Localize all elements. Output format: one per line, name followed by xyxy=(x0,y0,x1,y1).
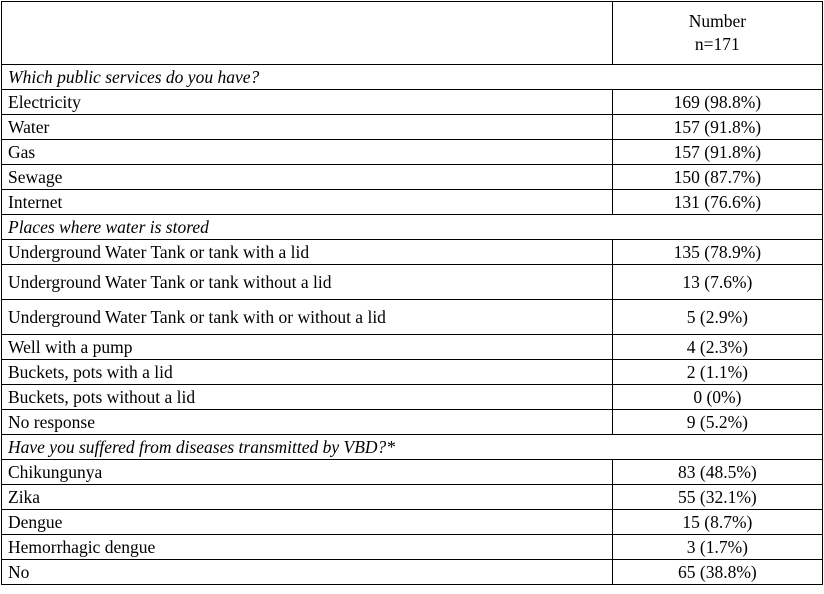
table-row xyxy=(2,165,823,190)
row-value: 150 (87.7%) xyxy=(612,165,822,190)
row-label: Buckets, pots with a lid xyxy=(2,360,613,385)
table-row xyxy=(2,560,823,585)
table-row xyxy=(2,140,823,165)
survey-table xyxy=(1,1,823,585)
row-label: Hemorrhagic dengue xyxy=(2,535,613,560)
table-row xyxy=(2,90,823,115)
row-value: 9 (5.2%) xyxy=(612,410,822,435)
table-row xyxy=(2,265,823,300)
row-label: Well with a pump xyxy=(2,335,613,360)
row-value: 13 (7.6%) xyxy=(612,265,822,300)
table-row xyxy=(2,410,823,435)
row-label: Chikungunya xyxy=(2,460,613,485)
section-header-row xyxy=(2,215,823,240)
row-value: 157 (91.8%) xyxy=(612,140,822,165)
row-label: No response xyxy=(2,410,613,435)
table-row xyxy=(2,190,823,215)
header-row xyxy=(2,2,823,65)
row-value: 15 (8.7%) xyxy=(612,510,822,535)
table-row xyxy=(2,335,823,360)
header-number-label: Number xyxy=(688,11,747,31)
row-label: Electricity xyxy=(2,90,613,115)
row-label: Underground Water Tank or tank with or without a lid xyxy=(2,300,613,335)
row-value: 5 (2.9%) xyxy=(612,300,822,335)
row-value: 135 (78.9%) xyxy=(612,240,822,265)
table-row xyxy=(2,385,823,410)
row-label: Internet xyxy=(2,190,613,215)
row-label: Gas xyxy=(2,140,613,165)
table-row xyxy=(2,115,823,140)
row-value: 65 (38.8%) xyxy=(612,560,822,585)
row-value: 0 (0%) xyxy=(612,385,822,410)
table-row xyxy=(2,485,823,510)
section-header-row xyxy=(2,435,823,460)
header-sample-size: n=171 xyxy=(694,34,740,54)
row-value: 169 (98.8%) xyxy=(612,90,822,115)
row-value: 55 (32.1%) xyxy=(612,485,822,510)
header-label-cell xyxy=(2,2,613,65)
table-row xyxy=(2,460,823,485)
row-value: 4 (2.3%) xyxy=(612,335,822,360)
row-label: Underground Water Tank or tank with a lid xyxy=(2,240,613,265)
row-label: No xyxy=(2,560,613,585)
table-row xyxy=(2,360,823,385)
row-label: Dengue xyxy=(2,510,613,535)
table-row xyxy=(2,300,823,335)
section-title: Which public services do you have? xyxy=(2,65,823,90)
section-title: Have you suffered from diseases transmitted by VBD?* xyxy=(2,435,823,460)
row-value: 2 (1.1%) xyxy=(612,360,822,385)
table-row xyxy=(2,240,823,265)
row-label: Buckets, pots without a lid xyxy=(2,385,613,410)
row-value: 83 (48.5%) xyxy=(612,460,822,485)
row-value: 3 (1.7%) xyxy=(612,535,822,560)
table-row xyxy=(2,510,823,535)
table-row xyxy=(2,535,823,560)
row-label: Underground Water Tank or tank without a lid xyxy=(2,265,613,300)
header-value-cell xyxy=(612,2,822,65)
section-header-row xyxy=(2,65,823,90)
row-label: Water xyxy=(2,115,613,140)
row-label: Zika xyxy=(2,485,613,510)
section-title: Places where water is stored xyxy=(2,215,823,240)
row-value: 157 (91.8%) xyxy=(612,115,822,140)
row-value: 131 (76.6%) xyxy=(612,190,822,215)
row-label: Sewage xyxy=(2,165,613,190)
